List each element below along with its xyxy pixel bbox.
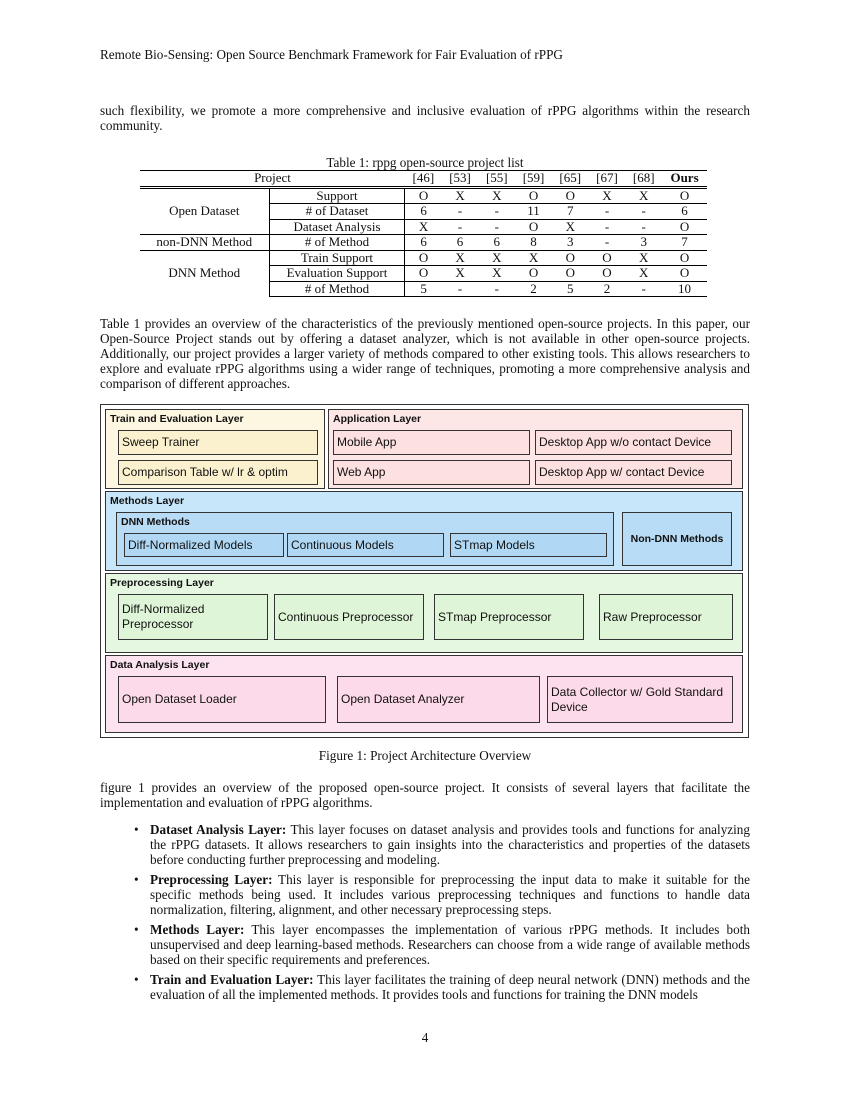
table-row-label: # of Method <box>269 281 405 297</box>
table-cell: 6 <box>478 235 515 251</box>
table-row-label: Dataset Analysis <box>269 219 405 235</box>
table-row <box>140 250 707 266</box>
list-item-text: This layer is responsible for preprocessing the input data to make it suitable for the specific methods being used. It includes various preprocessing techniques and functions to handle data normalization, filtering, alignment, and other necessary preprocessing steps. <box>150 872 751 917</box>
table-category: Open Dataset <box>140 187 269 235</box>
table-cell: O <box>679 187 690 203</box>
table-cell: O <box>662 250 707 266</box>
table-cell: - <box>625 219 662 235</box>
list-item <box>130 922 750 967</box>
table-cell: O <box>418 187 429 203</box>
table-cell: - <box>478 281 515 297</box>
list-item-text: This layer encompasses the implementation of various rPPG methods. It includes both unsupervised and deep learning-based methods. Researchers can choose from a wide range of available methods based on their specific requirements and preferences. <box>150 922 751 967</box>
page-number: 4 <box>421 1030 429 1045</box>
table-cell: X <box>515 250 552 266</box>
table-cell: 5 <box>405 281 442 297</box>
table-header-cell: [65] <box>552 171 589 188</box>
table-header-cell: [53] <box>442 171 479 188</box>
table-cell: X <box>478 266 515 282</box>
paragraph-intro: such flexibility, we promote a more comprehensive and inclusive evaluation of rPPG algorithms within the research community. <box>100 103 750 133</box>
table-row-label: # of Dataset <box>269 204 405 220</box>
layer-title: Data Analysis Layer <box>110 659 210 671</box>
list-item-term: Train and Evaluation Layer: <box>150 972 314 987</box>
table-header-row <box>140 171 707 188</box>
table-cell: X <box>478 250 515 266</box>
table-row-label: # of Method <box>269 235 405 251</box>
data-analysis-layer <box>105 655 743 733</box>
table-cell: O <box>405 250 442 266</box>
running-head: Remote Bio-Sensing: Open Source Benchmark Framework for Fair Evaluation of rPPG <box>100 47 563 62</box>
table-cell: 5 <box>552 281 589 297</box>
comparison-table <box>140 170 707 297</box>
table-cell: X <box>442 266 479 282</box>
table-cell: - <box>442 281 479 297</box>
table-cell: - <box>442 204 479 220</box>
table-header-cell: [67] <box>589 171 626 188</box>
table-cell: X <box>442 250 479 266</box>
preprocessing-layer <box>105 573 743 653</box>
architecture-figure <box>100 404 749 738</box>
table-cell: 6 <box>405 235 442 251</box>
layer-title: Methods Layer <box>110 495 185 507</box>
list-item <box>130 972 750 1002</box>
table-cell: 7 <box>552 204 589 220</box>
table-cell: 11 <box>515 204 552 220</box>
table-cell: 6 <box>442 235 479 251</box>
list-item-term: Methods Layer: <box>150 922 245 937</box>
mobile-app-box: Mobile App <box>333 430 530 455</box>
table-cell: 2 <box>515 281 552 297</box>
table-header-project: Project <box>140 171 405 188</box>
web-app-box: Web App <box>333 460 530 485</box>
diff-normalized-preprocessor-box: Diff-Normalized Preprocessor <box>118 594 268 640</box>
diff-normalized-models-box: Diff-Normalized Models <box>124 533 284 557</box>
table-cell: O <box>515 266 552 282</box>
table-cell: O <box>565 187 575 203</box>
table-header-cell: [46] <box>405 171 442 188</box>
non-dnn-methods-box: Non-DNN Methods <box>622 512 732 566</box>
table-cell: - <box>625 204 662 220</box>
table-cell: X <box>625 250 662 266</box>
table-cell: - <box>478 204 515 220</box>
table-cell: X <box>492 187 502 203</box>
train-evaluation-layer <box>105 409 325 489</box>
table-header-cell: [55] <box>478 171 515 188</box>
table-row-label: Support <box>269 187 405 204</box>
table-row-label: Train Support <box>269 250 405 266</box>
table-cell: - <box>589 235 626 251</box>
table-cell: 10 <box>662 281 707 297</box>
figure-caption: Figure 1: Project Architecture Overview <box>318 748 532 763</box>
table-cell: X <box>639 187 649 203</box>
bullet-icon: • <box>134 972 139 987</box>
table-cell: 8 <box>515 235 552 251</box>
table-header-cell: [59] <box>515 171 552 188</box>
table-cell: X <box>602 187 612 203</box>
desktop-app-no-contact-box: Desktop App w/o contact Device <box>535 430 732 455</box>
table-cell: O <box>589 266 626 282</box>
bullet-icon: • <box>134 922 139 937</box>
raw-preprocessor-box: Raw Preprocessor <box>599 594 733 640</box>
dnn-methods-group <box>116 512 614 566</box>
table-cell: O <box>528 187 539 203</box>
list-item-term: Dataset Analysis Layer: <box>150 822 287 837</box>
list-item-term: Preprocessing Layer: <box>150 872 273 887</box>
table-row <box>140 187 707 204</box>
data-collector-box: Data Collector w/ Gold Standard Device <box>547 676 733 723</box>
table-cell: O <box>589 250 626 266</box>
table-cell: O <box>552 250 589 266</box>
paragraph-table-overview: Table 1 provides an overview of the characteristics of the previously mentioned open-source projects. In this paper, our Open-Source Project stands out by offering a dataset analyzer, which is not available in other open-source projects. Additionally, our project provides a larger variety of methods compared to other existing tools. This allows researchers to explore and evaluate rPPG algorithms using a wider range of techniques, promoting a more comprehensive analysis and comparison of different approaches. <box>100 316 750 391</box>
table-cell: 3 <box>552 235 589 251</box>
table-header-cell: [68] <box>625 171 662 188</box>
dnn-methods-title: DNN Methods <box>121 516 190 528</box>
table-row <box>140 235 707 251</box>
list-item <box>130 872 750 917</box>
table-cell: - <box>625 281 662 297</box>
table-cell: O <box>662 219 707 235</box>
table-cell: 7 <box>662 235 707 251</box>
layer-title: Application Layer <box>333 413 422 425</box>
stmap-preprocessor-box: STmap Preprocessor <box>434 594 584 640</box>
desktop-app-contact-box: Desktop App w/ contact Device <box>535 460 732 485</box>
application-layer <box>328 409 743 489</box>
table-cell: 2 <box>589 281 626 297</box>
table-cell: X <box>455 187 465 203</box>
table-cell: X <box>552 219 589 235</box>
table-cell: - <box>442 219 479 235</box>
table-cell: X <box>405 219 442 235</box>
layer-description-list <box>130 822 750 1007</box>
paragraph-figure-overview: figure 1 provides an overview of the proposed open-source project. It consists of several layers that facilitate the implementation and evaluation of rPPG algorithms. <box>100 780 750 810</box>
open-dataset-analyzer-box: Open Dataset Analyzer <box>337 676 540 723</box>
table-caption: Table 1: rppg open-source project list <box>326 155 524 170</box>
list-item-text: This layer facilitates the training of deep neural network (DNN) methods and the evaluation of all the implemented methods. It provides tools and functions for training the DNN models <box>150 972 751 1002</box>
list-item <box>130 822 750 867</box>
layer-title: Preprocessing Layer <box>110 577 214 589</box>
continuous-preprocessor-box: Continuous Preprocessor <box>274 594 424 640</box>
table-cell: - <box>589 219 626 235</box>
table-cell: O <box>515 219 552 235</box>
table-category: non-DNN Method <box>140 235 269 251</box>
table-cell: 3 <box>625 235 662 251</box>
stmap-models-box: STmap Models <box>450 533 607 557</box>
table-cell: 6 <box>405 204 442 220</box>
layer-title: Train and Evaluation Layer <box>110 413 244 425</box>
sweep-trainer-box: Sweep Trainer <box>118 430 318 455</box>
table-cell: O <box>662 266 707 282</box>
table-cell: O <box>405 266 442 282</box>
bullet-icon: • <box>134 822 139 837</box>
open-dataset-loader-box: Open Dataset Loader <box>118 676 326 723</box>
continuous-models-box: Continuous Models <box>287 533 444 557</box>
bullet-icon: • <box>134 872 139 887</box>
table-cell: O <box>552 266 589 282</box>
table-row-label: Evaluation Support <box>269 266 405 282</box>
table-category: DNN Method <box>140 250 269 297</box>
table-cell: X <box>625 266 662 282</box>
list-item-text: This layer focuses on dataset analysis and provides tools and functions for analyzing the rPPG datasets. It allows researchers to gain insights into the characteristics and properties of the datasets before conducting further preprocessing and modeling. <box>150 822 750 867</box>
table-cell: - <box>589 204 626 220</box>
table-header-ours: Ours <box>662 171 707 188</box>
table-cell: - <box>478 219 515 235</box>
table-cell: 6 <box>662 204 707 220</box>
comparison-table-box: Comparison Table w/ lr & optim <box>118 460 318 485</box>
methods-layer <box>105 491 743 571</box>
